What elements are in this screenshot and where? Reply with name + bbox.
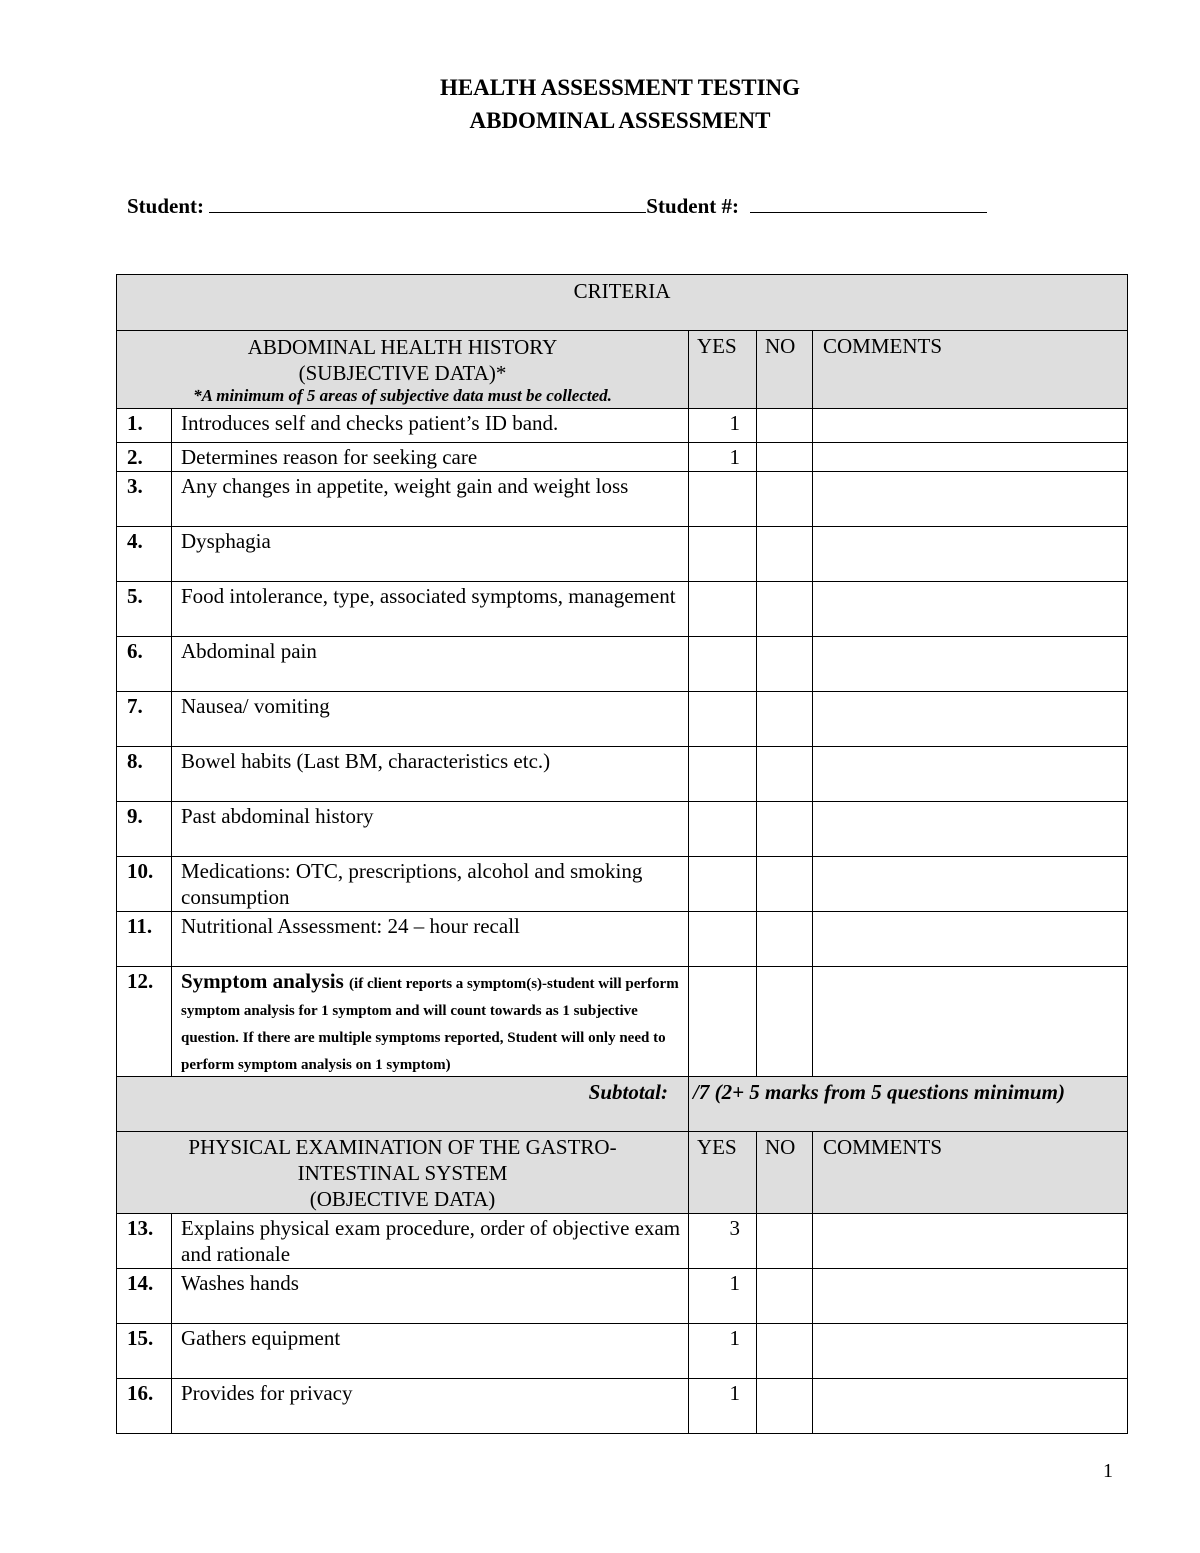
yes-score[interactable] [689, 802, 757, 857]
subtotal-value: /7 (2+ 5 marks from 5 questions minimum) [689, 1077, 1128, 1132]
row-criterion: Determines reason for seeking care [172, 443, 689, 472]
table-row [117, 472, 1128, 527]
row-number: 16. [117, 1379, 172, 1434]
row-criterion: Abdominal pain [172, 637, 689, 692]
yes-column-header: YES [689, 331, 757, 409]
no-cell[interactable] [757, 1269, 813, 1324]
row-criterion: Dysphagia [172, 527, 689, 582]
row-criterion: Any changes in appetite, weight gain and weight loss [172, 472, 689, 527]
table-row [117, 1324, 1128, 1379]
row-criterion: Nutritional Assessment: 24 – hour recall [172, 912, 689, 967]
yes-score[interactable] [689, 527, 757, 582]
table-row [117, 692, 1128, 747]
table-row [117, 637, 1128, 692]
table-row [117, 802, 1128, 857]
row-criterion: Bowel habits (Last BM, characteristics etc.) [172, 747, 689, 802]
row-number: 7. [117, 692, 172, 747]
table-row [117, 912, 1128, 967]
no-cell[interactable] [757, 967, 813, 1077]
row-number: 10. [117, 857, 172, 912]
assessment-table [116, 274, 1128, 1434]
row-criterion: Medications: OTC, prescriptions, alcohol and smoking consumption [172, 857, 689, 912]
comments-cell[interactable] [813, 1269, 1128, 1324]
row-criterion: Provides for privacy [172, 1379, 689, 1434]
comments-cell[interactable] [813, 802, 1128, 857]
table-row [117, 747, 1128, 802]
subjective-note: *A minimum of 5 areas of subjective data must be collected. [193, 386, 612, 405]
yes-score[interactable] [689, 692, 757, 747]
yes-score[interactable] [689, 747, 757, 802]
symptom-analysis-note: (if client reports a symptom(s)-student will perform symptom analysis for 1 symptom and will count towards as 1 subjective question. If there are multiple symptoms reported, Student will only need to perform symptom analysis on 1 symptom) [181, 976, 679, 1073]
student-name-field[interactable] [209, 194, 646, 213]
comments-cell[interactable] [813, 527, 1128, 582]
objective-header-row [117, 1132, 1128, 1214]
document-title: HEALTH ASSESSMENT TESTING [439, 75, 801, 100]
row-number: 4. [117, 527, 172, 582]
comments-cell[interactable] [813, 1324, 1128, 1379]
no-cell[interactable] [757, 582, 813, 637]
no-cell[interactable] [757, 912, 813, 967]
yes-score[interactable] [689, 582, 757, 637]
row-criterion: Past abdominal history [172, 802, 689, 857]
comments-cell[interactable] [813, 582, 1128, 637]
subjective-title-line2: (SUBJECTIVE DATA)* [298, 361, 507, 385]
row-number: 3. [117, 472, 172, 527]
yes-score[interactable]: 1 [689, 1324, 757, 1379]
comments-cell[interactable] [813, 1379, 1128, 1434]
row-number: 15. [117, 1324, 172, 1379]
comments-cell[interactable] [813, 747, 1128, 802]
row-criterion: Food intolerance, type, associated symptoms, management [172, 582, 689, 637]
yes-column-header: YES [689, 1132, 757, 1214]
student-number-field[interactable] [750, 194, 987, 213]
table-row [117, 1269, 1128, 1324]
row-criterion: Introduces self and checks patient’s ID band. [172, 409, 689, 443]
no-cell[interactable] [757, 1214, 813, 1269]
table-row [117, 582, 1128, 637]
no-column-header: NO [757, 1132, 813, 1214]
row-number: 11. [117, 912, 172, 967]
no-cell[interactable] [757, 1379, 813, 1434]
yes-score[interactable]: 1 [689, 1269, 757, 1324]
row-criterion: Nausea/ vomiting [172, 692, 689, 747]
yes-score[interactable]: 1 [689, 1379, 757, 1434]
no-cell[interactable] [757, 637, 813, 692]
subjective-title-line1: ABDOMINAL HEALTH HISTORY [247, 335, 558, 359]
symptom-analysis-heading: Symptom analysis [181, 969, 344, 993]
subjective-section-header [117, 331, 689, 409]
objective-section-header [117, 1132, 689, 1214]
subjective-header-row [117, 331, 1128, 409]
comments-cell[interactable] [813, 443, 1128, 472]
comments-cell[interactable] [813, 637, 1128, 692]
comments-cell[interactable] [813, 1214, 1128, 1269]
comments-cell[interactable] [813, 912, 1128, 967]
comments-cell[interactable] [813, 857, 1128, 912]
row-criterion: Gathers equipment [172, 1324, 689, 1379]
table-row [117, 409, 1128, 443]
table-row [117, 1214, 1128, 1269]
yes-score[interactable] [689, 912, 757, 967]
student-info-line [127, 194, 987, 219]
row-criterion: Explains physical exam procedure, order of objective exam and rationale [172, 1214, 689, 1269]
row-number: 5. [117, 582, 172, 637]
subtotal-row [117, 1077, 1128, 1132]
criteria-label: CRITERIA [117, 275, 1128, 331]
comments-cell[interactable] [813, 472, 1128, 527]
objective-title-line1: PHYSICAL EXAMINATION OF THE GASTRO- [188, 1135, 617, 1159]
no-cell[interactable] [757, 747, 813, 802]
row-number: 14. [117, 1269, 172, 1324]
row-number: 1. [117, 409, 172, 443]
table-row [117, 527, 1128, 582]
comments-cell[interactable] [813, 967, 1128, 1077]
student-number-label: Student #: [646, 194, 740, 218]
table-row [117, 1379, 1128, 1434]
no-column-header: NO [757, 331, 813, 409]
no-cell[interactable] [757, 443, 813, 472]
row-number: 8. [117, 747, 172, 802]
objective-title-line3: (OBJECTIVE DATA) [309, 1187, 496, 1211]
comments-cell[interactable] [813, 692, 1128, 747]
no-cell[interactable] [757, 527, 813, 582]
comments-column-header: COMMENTS [813, 1132, 1128, 1214]
comments-cell[interactable] [813, 409, 1128, 443]
no-cell[interactable] [757, 472, 813, 527]
yes-score[interactable] [689, 967, 757, 1077]
no-cell[interactable] [757, 409, 813, 443]
table-row [117, 443, 1128, 472]
page-number: 1 [1103, 1460, 1113, 1482]
subtotal-label: Subtotal: [117, 1077, 689, 1132]
row-number: 13. [117, 1214, 172, 1269]
no-cell[interactable] [757, 692, 813, 747]
student-label: Student: [127, 194, 205, 218]
objective-title-line2: INTESTINAL SYSTEM [297, 1161, 508, 1185]
no-cell[interactable] [757, 1324, 813, 1379]
row-number: 12. [117, 967, 172, 1077]
yes-score[interactable] [689, 472, 757, 527]
no-cell[interactable] [757, 857, 813, 912]
comments-column-header: COMMENTS [813, 331, 1128, 409]
row-number: 2. [117, 443, 172, 472]
criteria-row [117, 275, 1128, 331]
row-criterion: Washes hands [172, 1269, 689, 1324]
yes-score[interactable]: 1 [689, 409, 757, 443]
no-cell[interactable] [757, 802, 813, 857]
document-subtitle: ABDOMINAL ASSESSMENT [469, 108, 771, 133]
yes-score[interactable]: 3 [689, 1214, 757, 1269]
yes-score[interactable] [689, 857, 757, 912]
symptom-analysis-row [117, 967, 1128, 1077]
row-number: 9. [117, 802, 172, 857]
row-number: 6. [117, 637, 172, 692]
table-row [117, 857, 1128, 912]
yes-score[interactable] [689, 637, 757, 692]
row-criterion [172, 967, 689, 1077]
yes-score[interactable]: 1 [689, 443, 757, 472]
